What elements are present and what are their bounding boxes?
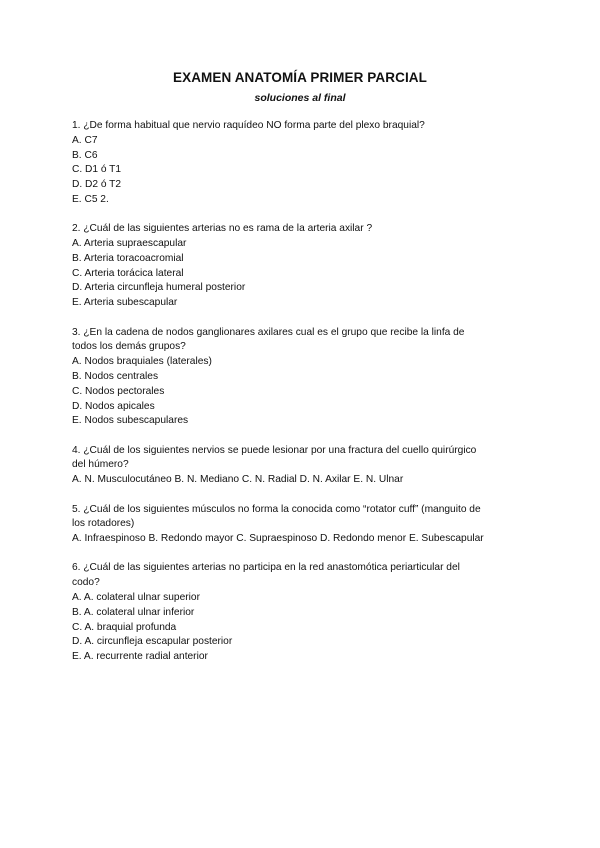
question-prompt-line: 2. ¿Cuál de las siguientes arterias no es rama de la arteria axilar ? bbox=[72, 223, 373, 235]
question-prompt-line: 6. ¿Cuál de las siguientes arterias no participa en la red anastomótica periarticular del bbox=[72, 562, 460, 574]
question-prompt-line: 5. ¿Cuál de los siguientes músculos no forma la conocida como “rotator cuff” (manguito de bbox=[72, 503, 481, 515]
answer-option-e: E. Arteria subescapular bbox=[72, 297, 178, 309]
answer-option-d: D. Nodos apicales bbox=[72, 400, 155, 412]
question-prompt-line: los rotadores) bbox=[72, 518, 135, 530]
question-prompt-line: todos los demás grupos? bbox=[72, 341, 186, 353]
answer-options-inline: A. Infraespinoso B. Redondo mayor C. Supraespinoso D. Redondo menor E. Subescapular bbox=[72, 533, 484, 545]
question-prompt-line: 4. ¿Cuál de los siguientes nervios se puede lesionar por una fractura del cuello quirúrgico bbox=[72, 444, 477, 456]
answer-option-a: A. Nodos braquiales (laterales) bbox=[72, 356, 212, 368]
answer-option-d: D. A. circunfleja escapular posterior bbox=[72, 636, 233, 648]
question-2 bbox=[72, 222, 532, 311]
answer-option-c: C. Nodos pectorales bbox=[72, 385, 165, 397]
answer-option-c: C. A. braquial profunda bbox=[72, 621, 177, 633]
question-prompt-line: 1. ¿De forma habitual que nervio raquídeo NO forma parte del plexo braquial? bbox=[72, 120, 425, 131]
question-prompt-line: del húmero? bbox=[72, 459, 129, 471]
question-5 bbox=[72, 503, 532, 547]
question-1 bbox=[72, 119, 532, 208]
answer-option-c: C. D1 ó T1 bbox=[72, 164, 122, 176]
question-prompt-line: codo? bbox=[72, 577, 100, 589]
question-prompt-line: 3. ¿En la cadena de nodos ganglionares axilares cual es el grupo que recibe la linfa de bbox=[72, 326, 465, 338]
answer-option-e: E. C5 2. bbox=[72, 193, 109, 205]
answer-option-b: B. Nodos centrales bbox=[72, 370, 159, 382]
answer-option-a: A. A. colateral ulnar superior bbox=[72, 592, 200, 604]
answer-option-c: C. Arteria torácica lateral bbox=[72, 267, 184, 279]
answer-option-a: A. Arteria supraescapular bbox=[72, 238, 187, 250]
answer-option-a: A. C7 bbox=[72, 134, 98, 146]
answer-option-b: B. C6 bbox=[72, 149, 98, 161]
answer-options-inline: A. N. Musculocutáneo B. N. Mediano C. N. Radial D. N. Axilar E. N. Ulnar bbox=[72, 474, 404, 486]
answer-option-e: E. A. recurrente radial anterior bbox=[72, 651, 208, 663]
exam-title: EXAMEN ANATOMÍA PRIMER PARCIAL bbox=[172, 70, 427, 85]
answer-option-d: D. D2 ó T2 bbox=[72, 179, 122, 191]
question-3 bbox=[72, 326, 532, 430]
answer-option-d: D. Arteria circunfleja humeral posterior bbox=[72, 282, 246, 294]
exam-subtitle: soluciones al final bbox=[254, 92, 346, 104]
question-6 bbox=[72, 561, 532, 665]
question-4 bbox=[72, 444, 532, 488]
answer-option-b: B. Arteria toracoacromial bbox=[72, 252, 184, 264]
question-list bbox=[72, 119, 532, 680]
answer-option-e: E. Nodos subescapulares bbox=[72, 415, 189, 427]
answer-option-b: B. A. colateral ulnar inferior bbox=[72, 606, 195, 618]
